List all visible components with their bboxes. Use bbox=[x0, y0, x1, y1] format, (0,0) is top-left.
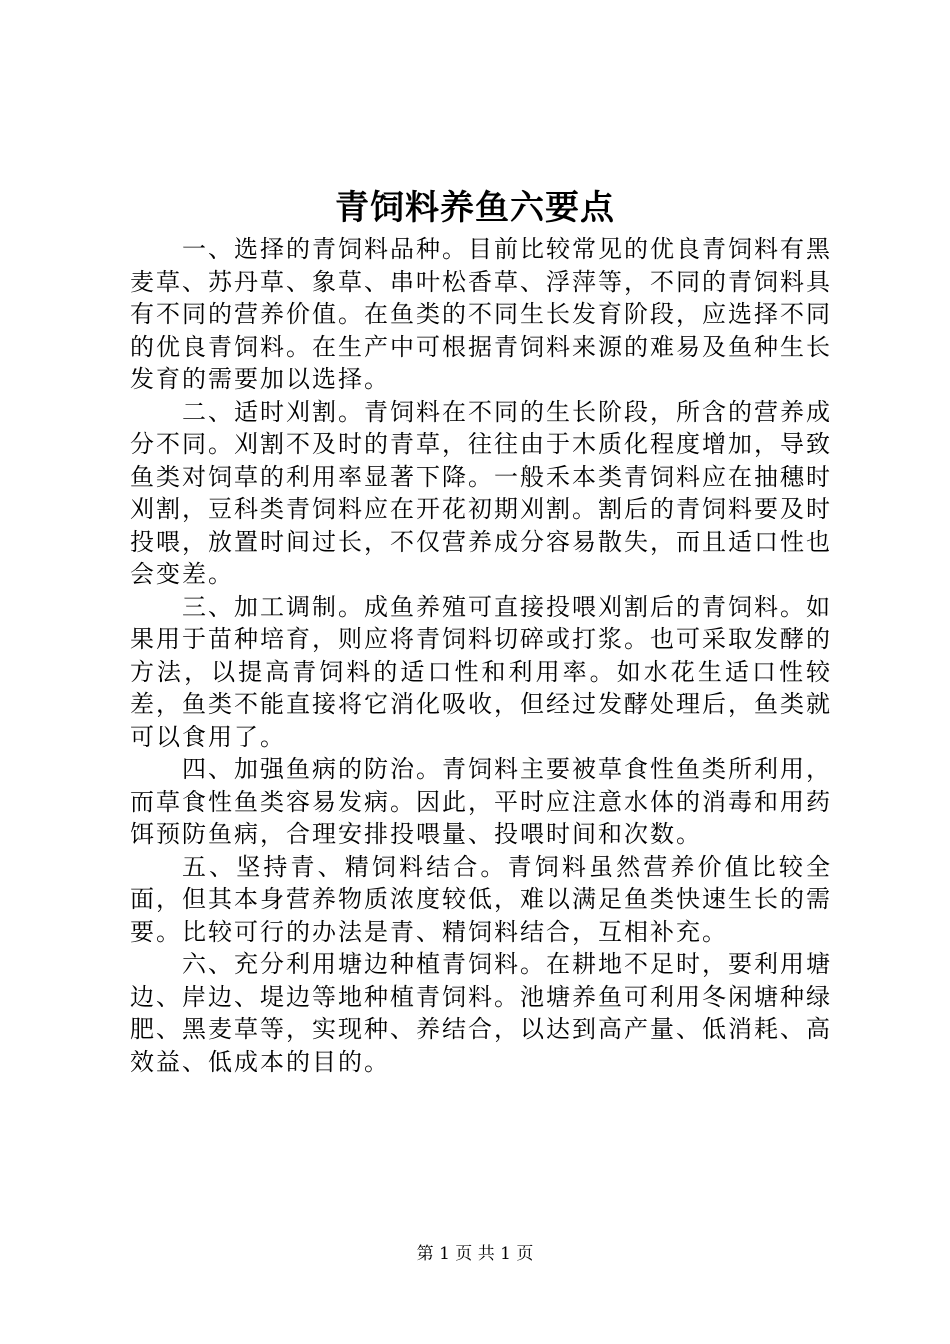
document-title: 青饲料养鱼六要点 bbox=[335, 188, 615, 228]
document-body bbox=[130, 233, 832, 1078]
paragraph-3: 三、加工调制。成鱼养殖可直接投喂刈割后的青饲料。如果用于苗种培育，则应将青饲料切碎或打浆。也可采取发酵的方法，以提高青饲料的适口性和利用率。如水花生适口性较差，鱼类不能直接将它消化吸收，但经过发酵处理后，鱼类就可以食用了。 bbox=[130, 592, 832, 751]
page-footer: 第 1 页 共 1 页 bbox=[416, 1244, 534, 1264]
paragraph-6: 六、充分利用塘边种植青饲料。在耕地不足时，要利用塘边、岸边、堤边等地种植青饲料。池塘养鱼可利用冬闲塘种绿肥、黑麦草等，实现种、养结合，以达到高产量、低消耗、高效益、低成本的目的。 bbox=[130, 950, 832, 1076]
paragraph-4: 四、加强鱼病的防治。青饲料主要被草食性鱼类所利用，而草食性鱼类容易发病。因此，平时应注意水体的消毒和用药饵预防鱼病，合理安排投喂量、投喂时间和次数。 bbox=[130, 755, 832, 848]
paragraph-1: 一、选择的青饲料品种。目前比较常见的优良青饲料有黑麦草、苏丹草、象草、串叶松香草、浮萍等，不同的青饲料具有不同的营养价值。在鱼类的不同生长发育阶段，应选择不同的优良青饲料。在生产中可根据青饲料来源的难易及鱼种生长发育的需要加以选择。 bbox=[130, 235, 832, 393]
paragraph-5: 五、坚持青、精饲料结合。青饲料虽然营养价值比较全面，但其本身营养物质浓度较低，难以满足鱼类快速生长的需要。比较可行的办法是青、精饲料结合，互相补充。 bbox=[130, 852, 832, 946]
paragraph-2: 二、适时刈割。青饲料在不同的生长阶段，所含的营养成分不同。刈割不及时的青草，往往由于木质化程度增加，导致鱼类对饲草的利用率显著下降。一般禾本类青饲料应在抽穗时刈割，豆科类青饲料应在开花初期刈割。割后的青饲料要及时投喂，放置时间过长，不仅营养成分容易散失，而且适口性也会变差。 bbox=[130, 397, 832, 588]
